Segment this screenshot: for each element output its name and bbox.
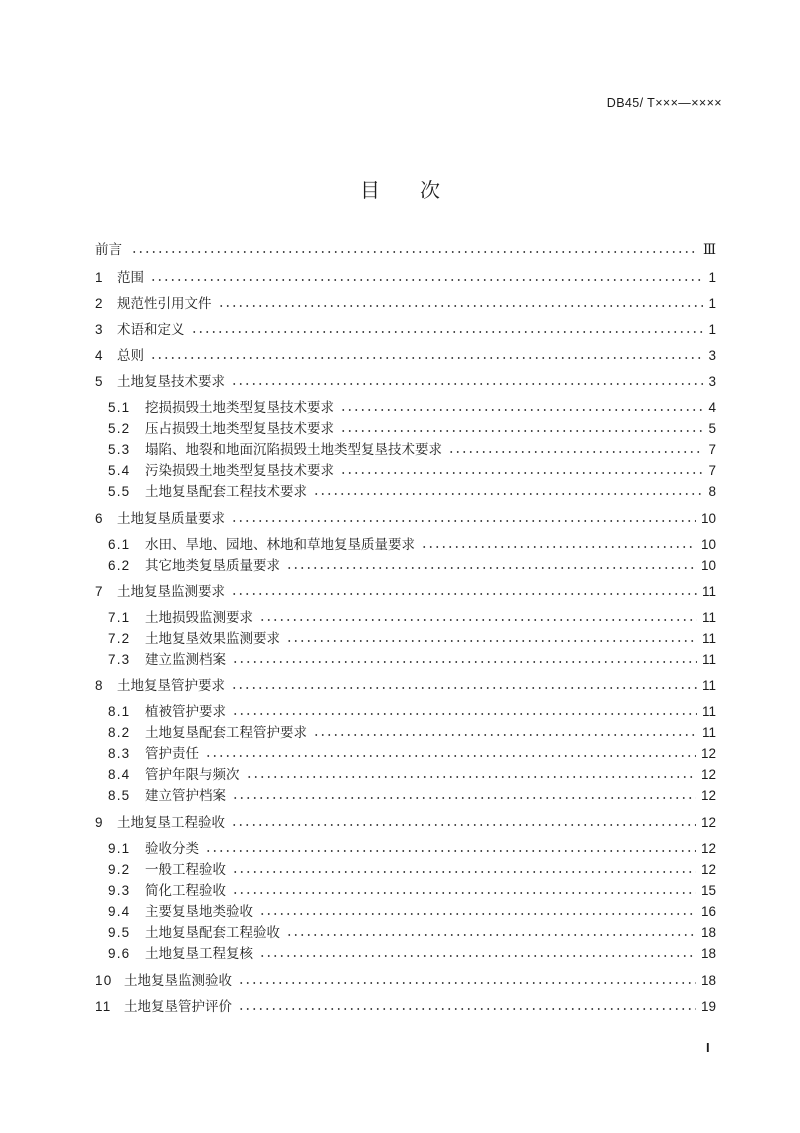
toc-entry-title: 建立管护档案 [145, 788, 226, 804]
toc-entry-number: 9 [95, 815, 104, 830]
page-number: I [706, 1040, 710, 1055]
toc-entry-number: 7.1 [108, 610, 131, 625]
toc-entry-page: 11 [701, 652, 716, 667]
dot-leader [231, 592, 697, 596]
toc-entry-title: 塌陷、地裂和地面沉陷损毁土地类型复垦技术要求 [145, 442, 442, 458]
toc-entry-page: 12 [700, 746, 716, 761]
toc-entry-7-1[interactable] [108, 609, 716, 626]
dot-leader [191, 330, 704, 334]
toc-entry-page: 12 [700, 767, 716, 782]
dot-leader [232, 796, 696, 800]
toc-entry-number: 5 [95, 374, 104, 389]
toc-entry-number: 7.3 [108, 652, 131, 667]
toc-entry-page: 11 [701, 725, 716, 740]
toc-entry-title: 土地复垦工程复核 [145, 946, 253, 962]
toc-entry-8[interactable] [95, 677, 716, 694]
toc-entry-title: 验收分类 [145, 841, 199, 857]
toc-entry-6-1[interactable] [108, 536, 716, 553]
toc-entry-title: 土地复垦工程验收 [117, 815, 225, 831]
toc-entry-8-3[interactable] [108, 745, 716, 762]
toc-entry-title: 土地复垦监测要求 [117, 584, 225, 600]
toc-entry-5-3[interactable] [108, 441, 716, 458]
toc-entry-title: 土地复垦效果监测要求 [145, 631, 280, 647]
toc-entry-7-2[interactable] [108, 630, 716, 647]
toc-entry-number: 8.2 [108, 725, 131, 740]
toc-entry-title: 土地损毁监测要求 [145, 610, 253, 626]
toc-entry-page: 7 [708, 463, 716, 478]
dot-leader [218, 304, 704, 308]
toc-entry-title: 水田、旱地、园地、林地和草地复垦质量要求 [145, 537, 415, 553]
dot-leader [238, 1007, 696, 1011]
toc-entry-page: 12 [700, 841, 716, 856]
toc-entry-page: Ⅲ [702, 242, 716, 258]
toc-entry-number: 9.5 [108, 925, 131, 940]
toc-entry-title: 管护责任 [145, 746, 199, 762]
toc-entry-page: 16 [700, 904, 716, 919]
toc-entry-title: 土地复垦管护要求 [117, 678, 225, 694]
toc-entry-number: 5.3 [108, 442, 131, 457]
toc-entry-8-1[interactable] [108, 703, 716, 720]
toc-entry-11[interactable] [95, 998, 716, 1015]
toc-entry-number: 11 [95, 999, 112, 1014]
dot-leader [232, 660, 697, 664]
toc-entry-page: 10 [700, 511, 716, 526]
toc-entry-page: 18 [700, 973, 716, 988]
dot-leader [131, 250, 698, 254]
toc-entry-number: 5.2 [108, 421, 131, 436]
dot-leader [259, 912, 696, 916]
toc-entry-9-4[interactable] [108, 903, 716, 920]
dot-leader [246, 775, 696, 779]
toc-entry-7-3[interactable] [108, 651, 716, 668]
toc-entry-6[interactable] [95, 510, 716, 527]
toc-entry-3[interactable] [95, 321, 716, 338]
toc-entry-5[interactable] [95, 373, 716, 390]
dot-leader [232, 870, 696, 874]
toc-entry-2[interactable] [95, 295, 716, 312]
toc-entry-page: 1 [708, 270, 716, 285]
toc-entry-9-3[interactable] [108, 882, 716, 899]
toc-entry-1[interactable] [95, 269, 716, 286]
dot-leader [340, 429, 703, 433]
dot-leader [286, 639, 697, 643]
dot-leader [259, 618, 697, 622]
toc-entry-title: 总则 [117, 348, 144, 364]
toc-entry-page: 11 [701, 704, 716, 719]
dot-leader [238, 981, 696, 985]
toc-entry-page: 8 [708, 484, 716, 499]
toc-entry-number: 9.2 [108, 862, 131, 877]
toc-entry-title: 土地复垦配套工程验收 [145, 925, 280, 941]
toc-entry-page: 1 [708, 322, 716, 337]
toc-entry-page: 10 [700, 558, 716, 573]
toc-entry-title: 范围 [117, 270, 144, 286]
toc-entry-9-2[interactable] [108, 861, 716, 878]
toc-entry-10[interactable] [95, 972, 716, 989]
dot-leader [232, 891, 696, 895]
toc-entry-page: 11 [701, 584, 716, 599]
toc-entry-title: 主要复垦地类验收 [145, 904, 253, 920]
toc-entry-number: 2 [95, 296, 104, 311]
toc-entry-number: 6.1 [108, 537, 131, 552]
toc-entry-page: 19 [700, 999, 716, 1014]
dot-leader [286, 566, 696, 570]
toc-entry-title: 术语和定义 [117, 322, 185, 338]
toc-entry-9-1[interactable] [108, 840, 716, 857]
dot-leader [231, 382, 703, 386]
toc-entry-title: 土地复垦技术要求 [117, 374, 225, 390]
dot-leader [313, 733, 697, 737]
toc-entry-number: 8.1 [108, 704, 131, 719]
toc-entry-number: 3 [95, 322, 104, 337]
toc-entry-page: 7 [708, 442, 716, 457]
dot-leader [205, 849, 696, 853]
toc-entry-number: 8.4 [108, 767, 131, 782]
toc-entry-page: 3 [708, 348, 716, 363]
toc-entry-page: 10 [700, 537, 716, 552]
toc-entry-title: 污染损毁土地类型复垦技术要求 [145, 463, 334, 479]
toc-entry-page: 11 [701, 610, 716, 625]
toc-entry-title: 土地复垦配套工程技术要求 [145, 484, 307, 500]
dot-leader [231, 686, 697, 690]
toc-entry-title: 土地复垦配套工程管护要求 [145, 725, 307, 741]
toc-entry-number: 6.2 [108, 558, 131, 573]
toc-entry-number: 1 [95, 270, 104, 285]
dot-leader [286, 933, 696, 937]
dot-leader [150, 356, 703, 360]
toc-entry-title: 其它地类复垦质量要求 [145, 558, 280, 574]
toc-entry-5-2[interactable] [108, 420, 716, 437]
toc-entry-8-5[interactable] [108, 787, 716, 804]
toc-entry-5-5[interactable] [108, 483, 716, 500]
toc-entry-page: 12 [700, 815, 716, 830]
dot-leader [150, 278, 703, 282]
toc-entry-page: 11 [701, 631, 716, 646]
toc-entry-8-2[interactable] [108, 724, 716, 741]
toc-entry-number: 6 [95, 511, 104, 526]
toc-entry-7[interactable] [95, 583, 716, 600]
toc-entry-5-4[interactable] [108, 462, 716, 479]
toc-entry-number: 4 [95, 348, 104, 363]
toc-entry-8-4[interactable] [108, 766, 716, 783]
dot-leader [232, 712, 697, 716]
toc-entry-number: 8.5 [108, 788, 131, 803]
dot-leader [205, 754, 696, 758]
toc-entry-5-1[interactable] [108, 399, 716, 416]
toc-entry-9-6[interactable] [108, 945, 716, 962]
toc-entry-page: 18 [700, 946, 716, 961]
toc-entry-page: 4 [708, 400, 716, 415]
dot-leader [421, 545, 696, 549]
toc-entry-number: 9.3 [108, 883, 131, 898]
toc-entry-number: 7 [95, 584, 104, 599]
dot-leader [231, 519, 696, 523]
dot-leader [448, 450, 703, 454]
toc-entry-number: 5.5 [108, 484, 131, 499]
toc-entry-title: 挖损损毁土地类型复垦技术要求 [145, 400, 334, 416]
toc-entry-page: 11 [701, 678, 716, 693]
toc-entry-page: 5 [708, 421, 716, 436]
toc-entry-page: 18 [700, 925, 716, 940]
toc-entry-page: 3 [708, 374, 716, 389]
toc-entry-title: 土地复垦监测验收 [124, 973, 232, 989]
dot-leader [340, 471, 703, 475]
toc-entry-9[interactable] [95, 814, 716, 831]
toc-entry-title: 土地复垦管护评价 [124, 999, 232, 1015]
toc-entry-title: 管护年限与频次 [145, 767, 240, 783]
dot-leader [313, 492, 703, 496]
toc-entry-foreword[interactable] [95, 242, 716, 259]
toc-entry-number: 8 [95, 678, 104, 693]
toc-entry-page: 12 [700, 862, 716, 877]
toc-entry-title: 前言 [95, 242, 122, 258]
toc-entry-title: 压占损毁土地类型复垦技术要求 [145, 421, 334, 437]
document-code: DB45/ T×××—×××× [606, 96, 722, 110]
toc-entry-number: 9.4 [108, 904, 131, 919]
toc-entry-page: 15 [700, 883, 716, 898]
toc-entry-title: 建立监测档案 [145, 652, 226, 668]
dot-leader [259, 954, 696, 958]
toc-entry-number: 9.1 [108, 841, 131, 856]
toc-entry-number: 7.2 [108, 631, 131, 646]
toc-entry-title: 一般工程验收 [145, 862, 226, 878]
toc-entry-title: 简化工程验收 [145, 883, 226, 899]
toc-entry-9-5[interactable] [108, 924, 716, 941]
toc-entry-title: 土地复垦质量要求 [117, 511, 225, 527]
dot-leader [340, 408, 703, 412]
toc-entry-title: 规范性引用文件 [117, 296, 212, 312]
toc-entry-number: 9.6 [108, 946, 131, 961]
toc-entry-6-2[interactable] [108, 557, 716, 574]
dot-leader [231, 823, 696, 827]
page-title: 目 次 [360, 178, 440, 202]
toc-entry-number: 8.3 [108, 746, 131, 761]
toc-entry-page: 1 [708, 296, 716, 311]
toc-entry-number: 5.1 [108, 400, 131, 415]
toc-entry-title: 植被管护要求 [145, 704, 226, 720]
toc-entry-page: 12 [700, 788, 716, 803]
toc-entry-number: 10 [95, 973, 113, 988]
toc-entry-4[interactable] [95, 347, 716, 364]
toc-entry-number: 5.4 [108, 463, 131, 478]
